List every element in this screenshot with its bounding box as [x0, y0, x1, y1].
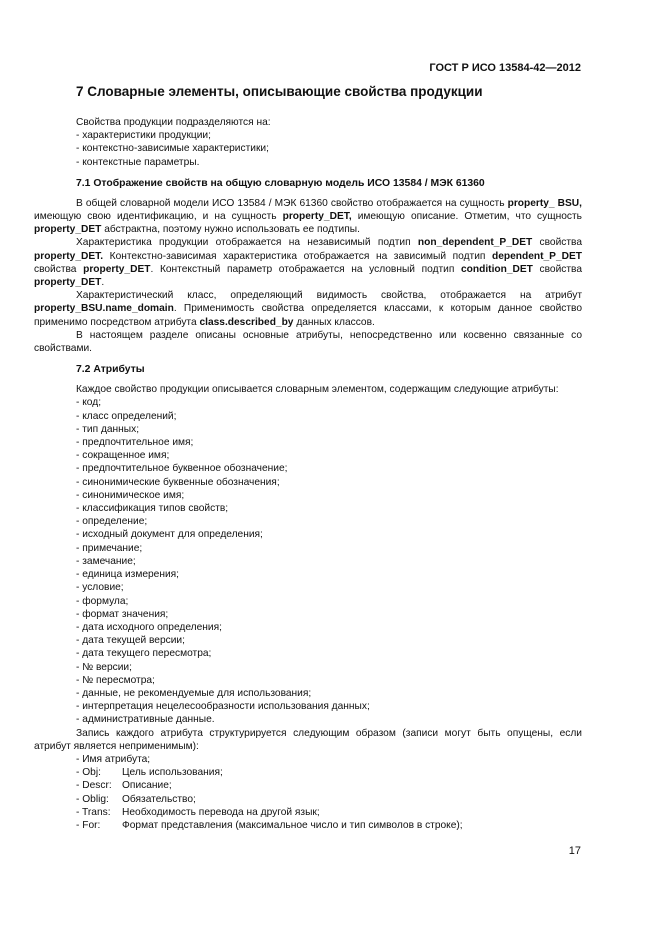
list-item: - определение; — [76, 515, 582, 528]
attributes-intro: Каждое свойство продукции описывается словарным элементом, содержащим следующие атрибуты: — [76, 384, 559, 396]
list-item: - условие; — [76, 581, 582, 594]
list-item: - замечание; — [76, 555, 582, 568]
list-item: - данные, не рекомендуемые для использования; — [76, 687, 582, 700]
list-item: - дата текущего пересмотра; — [76, 647, 582, 660]
list-item: - синонимические буквенные обозначения; — [76, 476, 582, 489]
section-7-intro: Свойства продукции подразделяются на: — [76, 117, 271, 128]
list-item: - исходный документ для определения; — [76, 528, 582, 541]
list-item: - код; — [76, 396, 582, 409]
paragraph-7-1-1: В общей словарной модели ИСО 13584 / МЭК 61360 свойство отображается на сущность property_ BSU, имеющую свою идентификацию, и на сущность property_DET, имеющую описание. Отметим, что сущность property_DET абстрактна, поэтому нужно использовать ее подтипы. — [34, 197, 582, 236]
list-item: - единица измерения; — [76, 568, 582, 581]
list-item: - характеристики продукции; — [76, 129, 582, 142]
document-id: ГОСТ Р ИСО 13584-42—2012 — [429, 62, 581, 74]
paragraph-7-1-3: Характеристический класс, определяющий видимость свойства, отображается на атрибут property_BSU.name_domain. Применимость свойства определяется классами, к которым данное свойство применимо посредством атрибута class.described_by данных классов. — [34, 290, 582, 328]
list-item: - класс определений; — [76, 410, 582, 423]
section-7-2-title: 7.2 Атрибуты — [76, 364, 145, 376]
list-item: - № версии; — [76, 661, 582, 674]
section-7-1-title: 7.1 Отображение свойств на общую словарную модель ИСО 13584 / МЭК 61360 — [76, 177, 485, 189]
list-item: - синонимическое имя; — [76, 489, 582, 502]
record-field-for: - For: Формат представления (максимальное число и тип символов в строке); — [76, 819, 582, 832]
record-field-descr: - Descr: Описание; — [76, 779, 582, 792]
list-item: - классификация типов свойств; — [76, 502, 582, 515]
list-item: - дата исходного определения; — [76, 621, 582, 634]
list-item: - тип данных; — [76, 423, 582, 436]
record-field-obj: - Obj: Цель использования; — [76, 766, 582, 779]
record-field-trans: - Trans: Необходимость перевода на другой язык; — [76, 806, 582, 819]
list-item: - контекстно-зависимые характеристики; — [76, 142, 582, 155]
page-content — [34, 84, 582, 832]
list-item: - контекстные параметры. — [76, 156, 582, 169]
list-item: - дата текущей версии; — [76, 634, 582, 647]
property-kinds-list — [76, 129, 582, 169]
record-field-oblig: - Oblig: Обязательство; — [76, 793, 582, 806]
list-item: - предпочтительное буквенное обозначение; — [76, 462, 582, 475]
list-item: - предпочтительное имя; — [76, 436, 582, 449]
list-item: - сокращенное имя; — [76, 449, 582, 462]
list-item: - административные данные. — [76, 713, 582, 726]
record-structure-list — [76, 753, 582, 832]
record-structure-intro: Запись каждого атрибута структурируется следующим образом (записи могут быть опущены, если атрибут является неприменимым): — [34, 727, 582, 752]
page-number: 17 — [568, 845, 581, 857]
section-7-title: 7 Словарные элементы, описывающие свойства продукции — [76, 84, 483, 99]
list-item: - формула; — [76, 595, 582, 608]
list-item: - Имя атрибута; — [76, 753, 582, 766]
list-item: - формат значения; — [76, 608, 582, 621]
list-item: - интерпретация нецелесообразности использования данных; — [76, 700, 582, 713]
paragraph-7-1-4: В настоящем разделе описаны основные атрибуты, непосредственно или косвенно связанные со свойствами. — [34, 329, 582, 355]
attributes-list — [76, 396, 582, 726]
paragraph-7-1-2: Характеристика продукции отображается на независимый подтип non_dependent_P_DET свойства property_DET. Контекстно-зависимая характеристика отображается на зависимый подтип dependent_P_DET свойства property_DET. Контекстный параметр отображается на условный подтип condition_DET свойства property_DET. — [34, 237, 582, 289]
list-item: - № пересмотра; — [76, 674, 582, 687]
list-item: - примечание; — [76, 542, 582, 555]
